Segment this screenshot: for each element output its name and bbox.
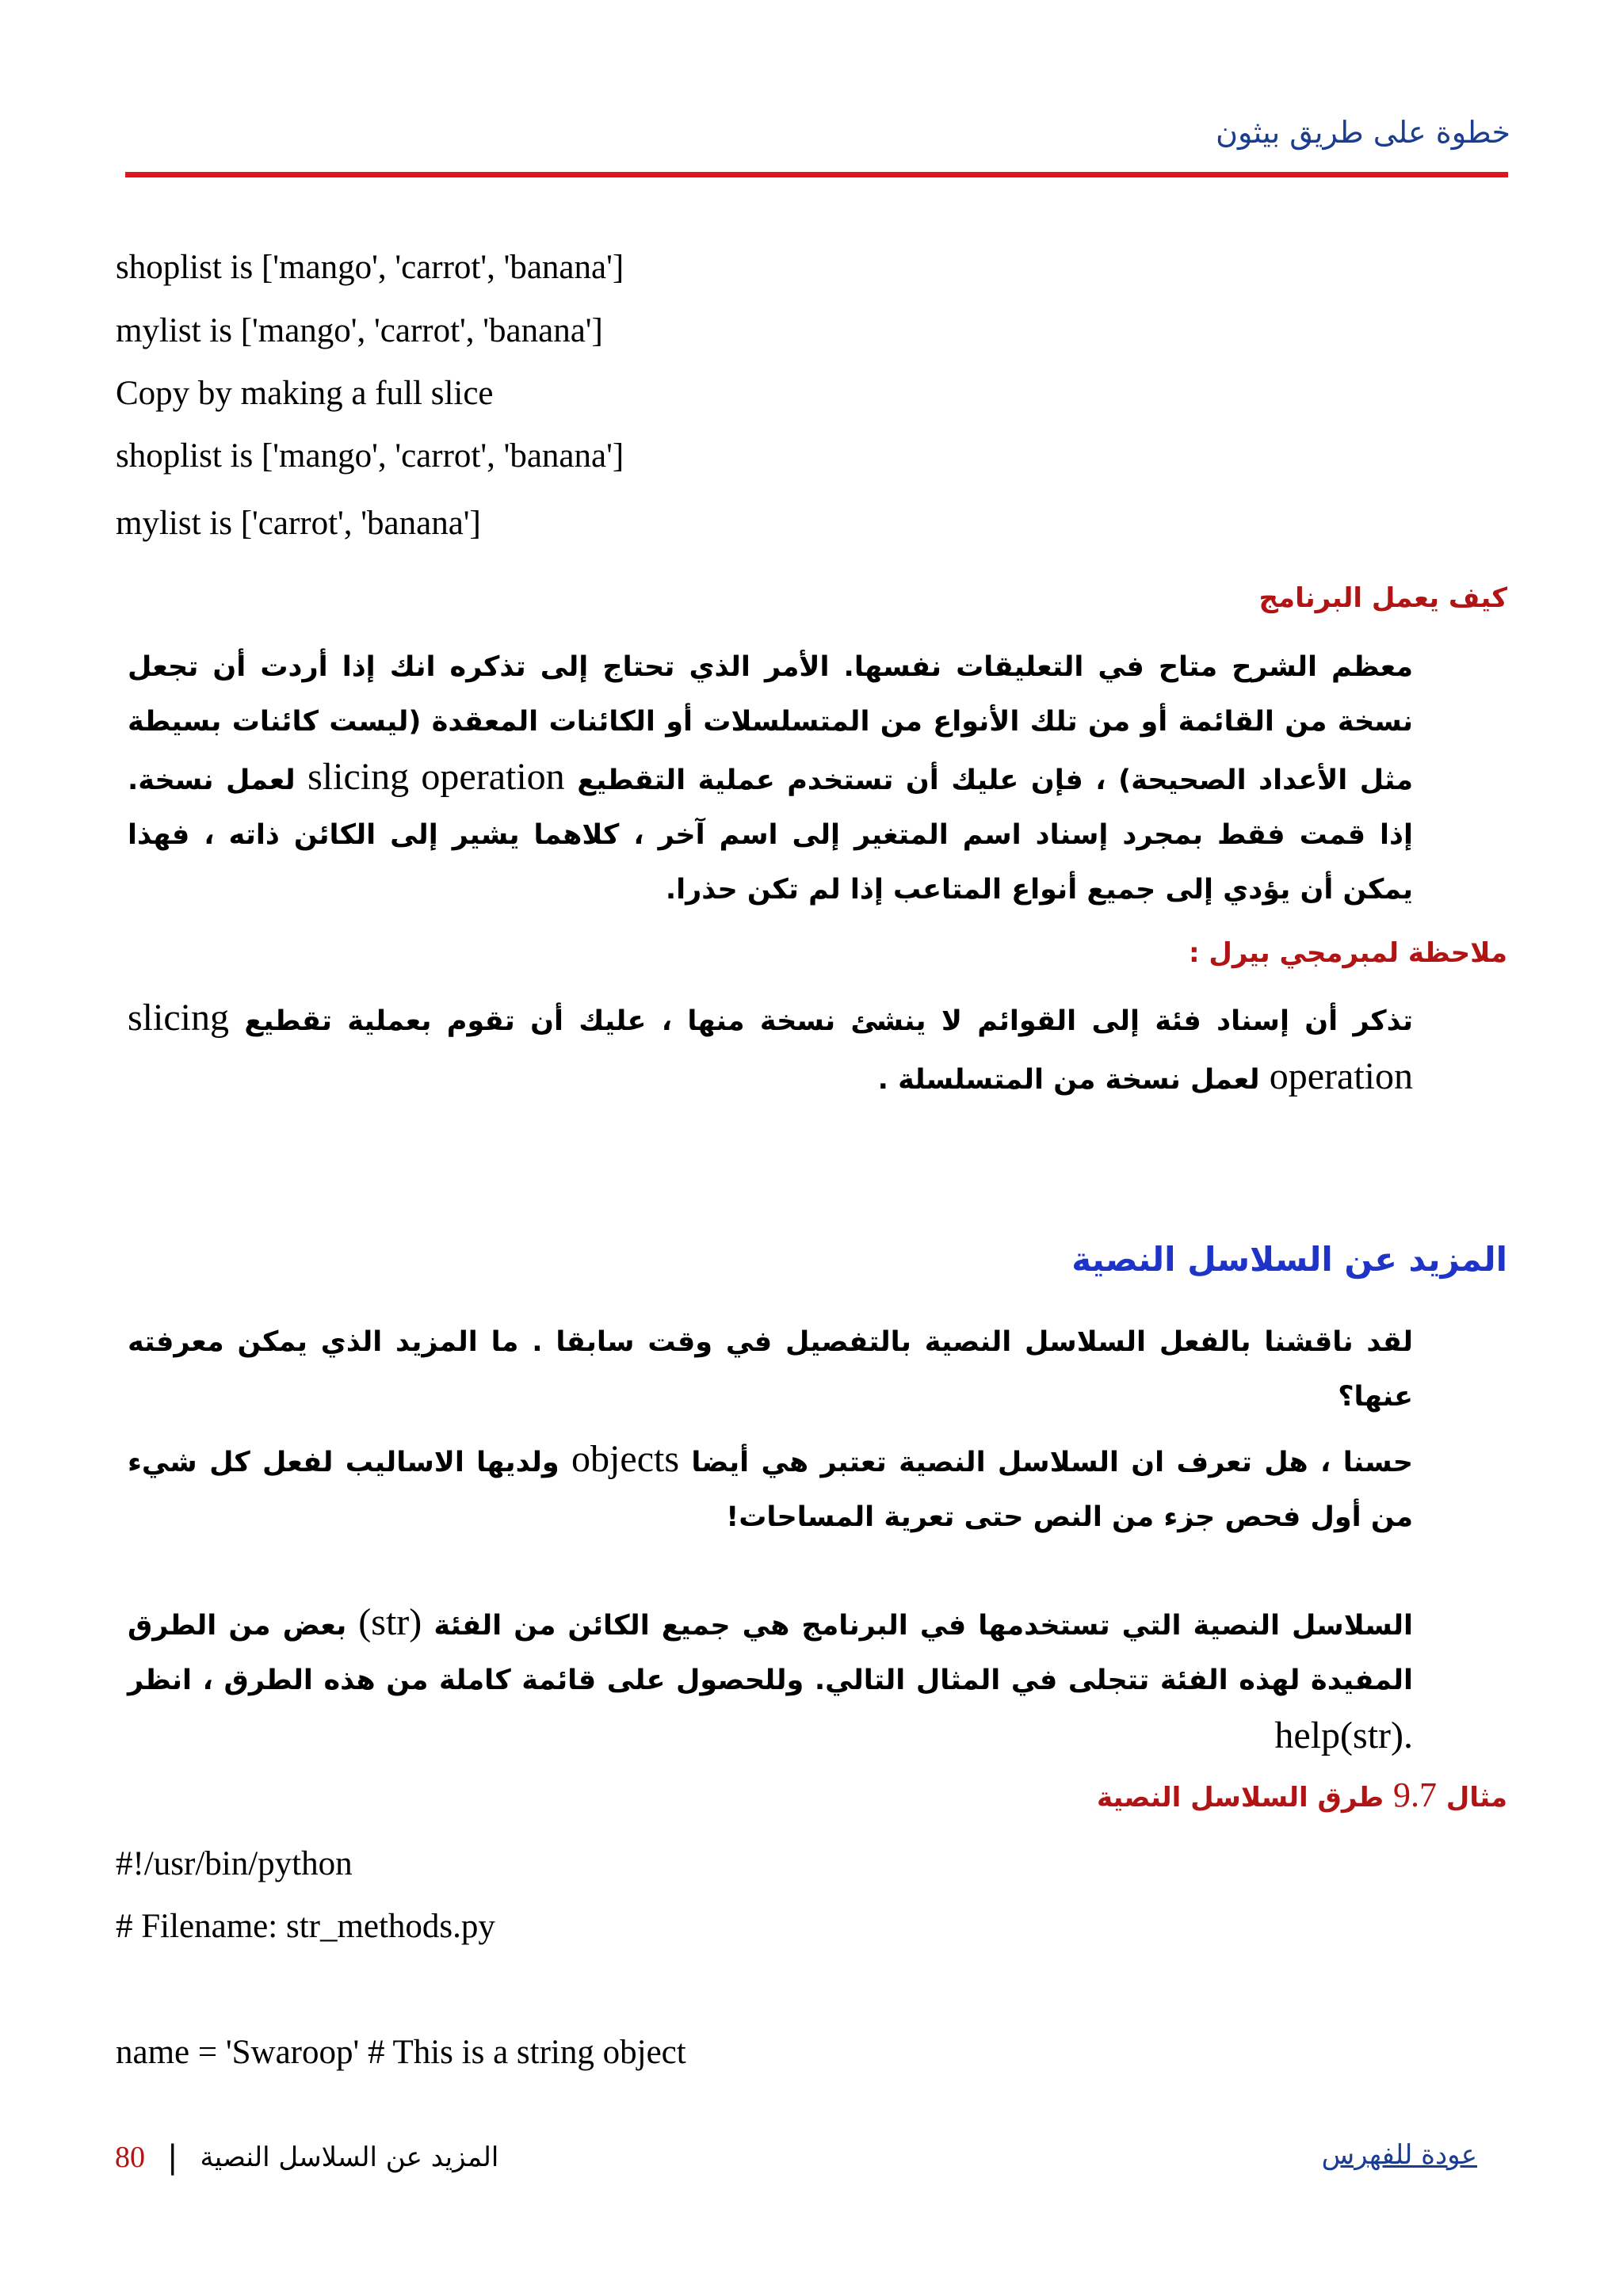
output-line-4: shoplist is ['mango', 'carrot', 'banana'] (116, 437, 624, 475)
str-class-term: (str) (358, 1601, 422, 1643)
code-line-name: name = 'Swaroop' # This is a string object (116, 2034, 686, 2071)
output-line-5: mylist is ['carrot', 'banana'] (116, 505, 481, 542)
header-divider (125, 172, 1508, 177)
perl-note-text: تذكر أن إسناد فئة إلى القوائم لا ينشئ نسخة منها ، عليك أن تقوم بعملية تقطيع (244, 1005, 1413, 1037)
code-line-filename: # Filename: str_methods.py (116, 1908, 495, 1945)
footer-separator: | (167, 2139, 178, 2176)
example-caption (1097, 1775, 1507, 1815)
strings-p2-text: حسنا ، هل تعرف ان السلاسل النصية تعتبر هي أيضا (691, 1447, 1413, 1478)
how-it-works-text-end: لعمل نسخة. إذا قمت فقط بمجرد إسناد اسم المتغير إلى اسم آخر ، كلاهما يشير إلى الكائن ذاته ، فهذا يمكن أن يؤدي إلى جميع أنواع المتاعب إذا لم تكن حذرا. (128, 765, 1413, 906)
how-it-works-heading: كيف يعمل البرنامج (1258, 582, 1507, 614)
output-line-2: mylist is ['mango', 'carrot', 'banana'] (116, 312, 603, 349)
strings-p3-text-end: بعض من الطرق المفيدة لهذه الفئة تتجلى في المثال التالي. وللحصول على قائمة كاملة من هذه الطرق ، انظر (128, 1610, 1413, 1696)
strings-p2-text-end: ولديها الاساليب لفعل كل شيء من أول فحص جزء من النص حتى تعرية المساحات! (128, 1447, 1413, 1533)
footer-page-info (115, 2139, 498, 2176)
example-label: مثال (1445, 1782, 1507, 1814)
code-line-shebang: #!/usr/bin/python (116, 1845, 353, 1882)
help-str-term: .help(str) (1274, 1714, 1413, 1756)
output-line-1: shoplist is ['mango', 'carrot', 'banana'] (116, 249, 624, 286)
how-it-works-paragraph (128, 640, 1413, 917)
running-header-title: خطوة على طريق بيثون (1216, 115, 1510, 150)
perl-note-term: slicing operation (128, 997, 1413, 1097)
perl-note-text-end: لعمل نسخة من المتسلسلة . (877, 1064, 1260, 1096)
strings-paragraph-1: لقد ناقشنا بالفعل السلاسل النصية بالتفصيل في وقت سابقا . ما المزيد الذي يمكن معرفته عنها؟ (128, 1326, 1413, 1413)
perl-note-paragraph (128, 990, 1413, 1108)
footer-chapter-title: المزيد عن السلاسل النصية (200, 2142, 499, 2173)
how-it-works-text: معظم الشرح متاح في التعليقات نفسها. الأمر الذي تحتاج إلى تذكره انك إذا أردت أن تجعل نسخة من القائمة أو من تلك الأنواع من المتسلسلات أو الكائنات المعقدة (ليست كائنات بسيطة مثل الأعداد الصحيحة) ، فإن عليك أن تستخدم عملية التقطيع (128, 651, 1413, 796)
strings-paragraph-3 (128, 1595, 1413, 1767)
page-number: 80 (115, 2141, 145, 2174)
example-title: طرق السلاسل النصية (1096, 1782, 1384, 1814)
output-line-3: Copy by making a full slice (116, 375, 494, 412)
slicing-operation-term: slicing operation (307, 756, 565, 798)
strings-paragraph-2 (128, 1432, 1413, 1545)
more-strings-heading: المزيد عن السلاسل النصية (1071, 1240, 1507, 1279)
back-to-index-link[interactable]: عودة للفهرس (1321, 2139, 1477, 2171)
perl-note-heading: ملاحظة لمبرمجي بيرل : (1188, 937, 1507, 969)
strings-p3-text: السلاسل النصية التي تستخدمها في البرنامج هي جميع الكائن من الفئة (433, 1610, 1414, 1642)
objects-term: objects (571, 1438, 680, 1480)
example-number: 9.7 (1392, 1775, 1437, 1814)
